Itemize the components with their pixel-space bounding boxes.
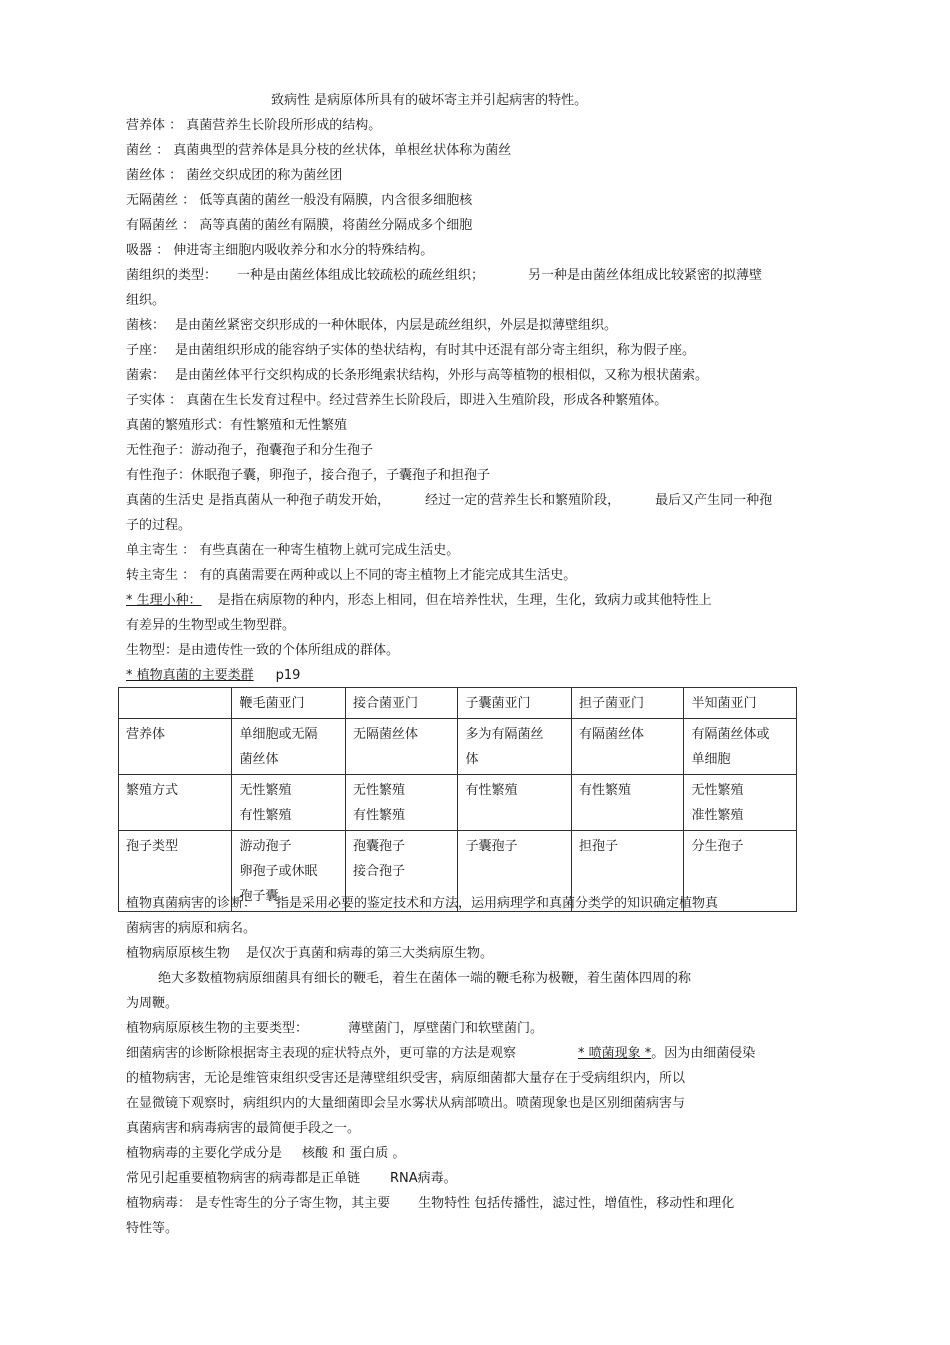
cell-line: 无性繁殖 [352,783,405,798]
table-cell [345,719,458,775]
table-header-cell: 接合菌亚门 [345,688,458,719]
part: 核酸 和 蛋白质 。 [302,1146,406,1161]
line-tissue-types-part1: 一种是由菌丝体组成比较疏松的疏丝组织； [237,268,485,283]
term: 菌索： [126,368,166,383]
term: 植物病原原核生物 [126,946,231,961]
fungi-groups-table [118,687,797,912]
table-row [119,719,797,775]
part: 植物病毒： 是专性寄生的分子寄生物，其主要 [126,1196,391,1211]
definition: 是由菌丝体平行交织构成的长条形绳索状结构，外形与高等植物的根相似，又称为根状菌索。 [175,368,709,383]
line-haustorium: 吸器 ： 伸进寄主细胞内吸收养分和水分的特殊结构。 [126,243,434,258]
table-header-cell: 半知菌亚门 [684,688,797,719]
cell-line: 单细胞 [691,752,731,767]
part: 常见引起重要植物病害的病毒都是正单链 [126,1171,361,1186]
term: 菌核： [126,318,166,333]
cell-line: 有性繁殖 [578,783,631,798]
term: * 植物真菌的主要类群 [126,668,254,683]
table-cell [458,775,571,831]
part: 最后又产生同一种孢 [655,493,773,508]
cell-line: 有隔菌丝体 [578,727,644,742]
cell-line: 接合孢子 [352,864,405,879]
definition: 指是采用必要的鉴定技术和方法，运用病理学和真菌分类学的知识确定植物真 [276,896,719,911]
line-vegetative-body: 营养体 ： 真菌营养生长阶段所形成的结构。 [126,118,382,133]
line-prokaryote-types [126,1020,543,1037]
table-row-label: 繁殖方式 [119,775,232,831]
line-rhizomorph [126,367,708,384]
line-bacterial-diagnosis-3: 在显微镜下观察时，病组织内的大量细菌即会呈水雾状从病部喷出。喷菌现象也是区别细菌病害与 [126,1096,686,1111]
cell-line: 分生孢子 [691,839,744,854]
term: * 生理小种： [126,593,202,608]
cell-line: 准性繁殖 [691,808,744,823]
cell-line: 孢子囊 [239,889,279,904]
line-sexual-spores: 有性孢子：休眠孢子囊，卵孢子，接合孢子，子囊孢子和担孢子 [126,468,491,483]
cell-line: 菌丝体 [239,752,279,767]
cell-line: 无隔菌丝体 [352,727,418,742]
cell-line: 子囊孢子 [465,839,518,854]
cell-line: 无性繁殖 [239,783,292,798]
line-bacterial-diagnosis-2: 的植物病害，无论是维管束组织受害还是薄壁组织受害，病原细菌都大量存在于受病组织内，所以 [126,1071,686,1086]
line-tissue-types-part2: 另一种是由菌丝体组成比较紧密的拟薄壁 [528,268,763,283]
line-bacterial-diagnosis [126,1045,755,1062]
line-flagella: 绝大多数植物病原细菌具有细长的鞭毛，着生在菌体一端的鞭毛称为极鞭，着生菌体四周的称 [158,971,692,986]
part: 细菌病害的诊断除根据寄主表现的症状特点外，更可靠的方法是观察 [126,1046,517,1061]
table-header-cell: 担子菌亚门 [571,688,684,719]
part: 生物特性 包括传播性，滤过性，增值性，移动性和理化 [418,1196,735,1211]
table-header-cell [119,688,232,719]
line-mycelium: 菌丝体 ： 菌丝交织成团的称为菌丝团 [126,168,343,183]
part: 经过一定的营养生长和繁殖阶段， [425,493,621,508]
cell-line: 单细胞或无隔 [239,727,318,742]
table-row-label: 孢子类型 [119,831,232,912]
table-cell [571,719,684,775]
definition: 是指在病原物的种内，形态上相同，但在培养性状，生理，生化，致病力或其他特性上 [217,593,712,608]
line-aseptate-hypha: 无隔菌丝 ： 低等真菌的菌丝一般没有隔膜，内含很多细胞核 [126,193,473,208]
table-cell [345,775,458,831]
cell-line: 有性繁殖 [352,808,405,823]
line-bacterial-diagnosis-4: 真菌病害和病毒病害的最简便手段之一。 [126,1121,361,1136]
line-autoecious: 单主寄生 ： 有些真菌在一种寄生植物上就可完成生活史。 [126,543,460,558]
line-fruiting-body: 子实体 ： 真菌在生长发育过程中。经过营养生长阶段后，即进入生殖阶段，形成各种繁殖体。 [126,393,668,408]
line-main-groups [126,667,300,684]
line-hypha: 菌丝 ： 真菌典型的营养体是具分枝的丝状体，单根丝状体称为菌丝 [126,143,512,158]
part: RNA病毒。 [390,1171,457,1186]
table-cell [684,775,797,831]
line-life-cycle-cont: 子的过程。 [126,518,192,533]
line-prokaryotes [126,945,493,962]
line-tissue-types [126,267,762,284]
cell-line: 多为有隔菌丝 [465,727,544,742]
line-reproduction: 真菌的繁殖形式：有性繁殖和无性繁殖 [126,418,348,433]
term: 植物病原原核生物的主要类型： [126,1021,309,1036]
line-heteroecious: 转主寄生 ： 有的真菌需要在两种或以上不同的寄主植物上才能完成其生活史。 [126,568,577,583]
cell-line: 有隔菌丝体或 [691,727,770,742]
line-septate-hypha: 有隔菌丝 ： 高等真菌的菌丝有隔膜，将菌丝分隔成多个细胞 [126,218,473,233]
table-cell [458,719,571,775]
cell-line: 有性繁殖 [465,783,518,798]
table-cell [232,775,345,831]
cell-line: 体 [465,752,479,767]
part: 。因为由细菌侵染 [651,1046,756,1061]
line-rna-viruses [126,1170,457,1187]
cell-line: 担孢子 [578,839,618,854]
line-tissue-types-term: 菌组织的类型： [126,268,218,283]
cell-line: 游动孢子 [239,839,292,854]
table-cell [232,719,345,775]
line-stroma [126,342,695,359]
line-plant-virus-cont: 特性等。 [126,1221,179,1236]
bacterial-ooze-term: * 喷菌现象 * [578,1046,652,1061]
cell-line: 卵孢子或休眠 [239,864,318,879]
table-cell [684,719,797,775]
line-sclerotium [126,317,617,334]
line-virus-composition [126,1145,405,1162]
line-physiological-race [126,592,712,609]
table-cell [571,775,684,831]
line-tissue-types-cont: 组织。 [126,293,166,308]
part: 植物病毒的主要化学成分是 [126,1146,283,1161]
page-ref: p19 [275,668,301,683]
definition: 是由菌丝紧密交织形成的一种休眠体，内层是疏丝组织，外层是拟薄壁组织。 [175,318,618,333]
table-header-cell: 鞭毛菌亚门 [232,688,345,719]
cell-line: 孢囊孢子 [352,839,405,854]
line-physiological-race-cont: 有差异的生物型或生物型群。 [126,618,296,633]
line-pathogenicity: 致病性 是病原体所具有的破坏寄主并引起病害的特性。 [271,93,588,108]
table-row-label: 营养体 [119,719,232,775]
cell-line: 无性繁殖 [691,783,744,798]
line-asexual-spores: 无性孢子：游动孢子，孢囊孢子和分生孢子 [126,443,374,458]
table-row [119,775,797,831]
line-plant-virus [126,1195,734,1212]
definition: 是由菌组织形成的能容纳子实体的垫状结构，有时其中还混有部分寄主组织，称为假子座。 [175,343,696,358]
table-header-cell: 子囊菌亚门 [458,688,571,719]
line-biotype: 生物型：是由遗传性一致的个体所组成的群体。 [126,643,400,658]
line-fungal-diagnosis [126,895,718,912]
line-life-cycle [126,492,772,509]
term: 植物真菌病害的诊断： [126,896,257,911]
cell-line: 有性繁殖 [239,808,292,823]
term: 子座： [126,343,166,358]
definition: 是仅次于真菌和病毒的第三大类病原生物。 [246,946,494,961]
part: 真菌的生活史 是指真菌从一种孢子萌发开始， [126,493,391,508]
line-fungal-diagnosis-cont: 菌病害的病原和病名。 [126,921,257,936]
table-header-row [119,688,797,719]
line-flagella-cont: 为周鞭。 [126,996,179,1011]
definition: 薄壁菌门，厚壁菌门和软壁菌门。 [348,1021,544,1036]
